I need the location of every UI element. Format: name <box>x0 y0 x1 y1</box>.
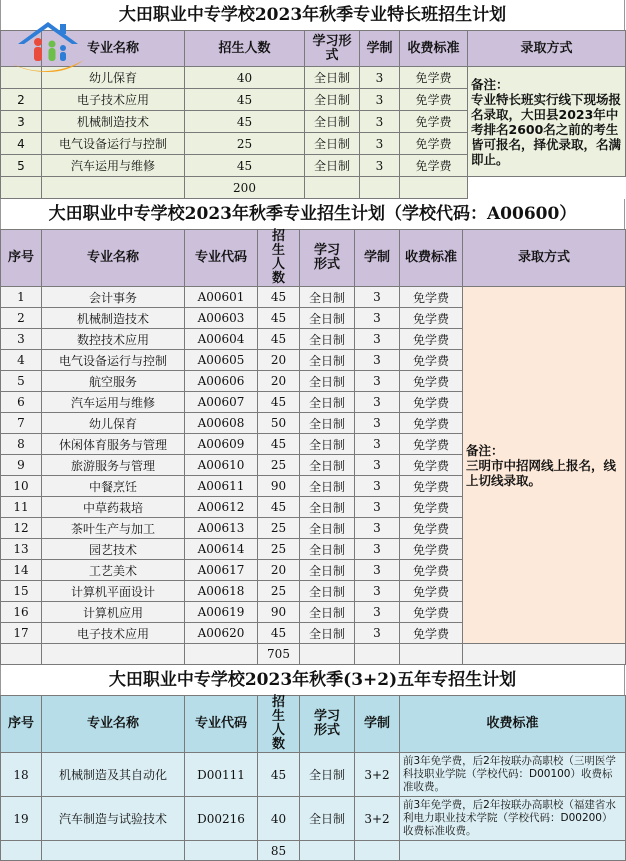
row-no: 16 <box>1 602 42 623</box>
row-count: 45 <box>185 111 305 133</box>
row-fee: 免学费 <box>400 371 463 392</box>
row-fee: 免学费 <box>400 539 463 560</box>
row-fee: 免学费 <box>400 413 463 434</box>
row-years: 3+2 <box>355 797 400 841</box>
row-form: 全日制 <box>300 753 355 797</box>
s2-header-form: 学习形式 <box>300 230 355 287</box>
row-no: 19 <box>1 797 42 841</box>
row-count: 45 <box>258 392 300 413</box>
row-fee: 免学费 <box>400 455 463 476</box>
row-no: 9 <box>1 455 42 476</box>
row-name: 计算机应用 <box>42 602 185 623</box>
row-years: 3 <box>355 434 400 455</box>
row-code: A00604 <box>185 329 258 350</box>
row-years: 3 <box>355 413 400 434</box>
row-name: 机械制造及其自动化 <box>42 753 185 797</box>
table-row <box>1 753 626 797</box>
row-count: 20 <box>258 371 300 392</box>
s3-total-no <box>1 841 42 861</box>
row-name: 电气设备运行与控制 <box>42 133 185 155</box>
row-years: 3 <box>360 155 400 177</box>
row-years: 3 <box>355 602 400 623</box>
row-fee: 免学费 <box>400 133 468 155</box>
row-fee: 前3年免学费，后2年按联办高职校（福建省水利电力职业技术学院（学校代码：D00200）收费标准收费。 <box>400 797 626 841</box>
s3-header-no: 序号 <box>1 696 42 753</box>
row-no: 10 <box>1 476 42 497</box>
row-no: 13 <box>1 539 42 560</box>
row-name: 电气设备运行与控制 <box>42 350 185 371</box>
row-fee: 免学费 <box>400 560 463 581</box>
row-no: 15 <box>1 581 42 602</box>
row-form: 全日制 <box>300 497 355 518</box>
row-no: 5 <box>1 371 42 392</box>
section3-table <box>0 695 626 861</box>
logo-person-2-body <box>49 48 56 61</box>
s2-total-admission <box>463 644 626 665</box>
s1-total-count: 200 <box>185 177 305 199</box>
row-code: A00620 <box>185 623 258 644</box>
row-code: A00619 <box>185 602 258 623</box>
row-code: A00614 <box>185 539 258 560</box>
logo-person-1-body <box>34 47 42 61</box>
row-no: 14 <box>1 560 42 581</box>
s2-header-years: 学制 <box>355 230 400 287</box>
s3-total-form <box>300 841 355 861</box>
row-name: 机械制造技术 <box>42 308 185 329</box>
row-count: 20 <box>258 560 300 581</box>
row-code: D00216 <box>185 797 258 841</box>
s3-total-years <box>355 841 400 861</box>
s3-header-count: 招生人数 <box>258 696 300 753</box>
row-count: 45 <box>185 155 305 177</box>
row-name: 数控技术应用 <box>42 329 185 350</box>
s2-total-no <box>1 644 42 665</box>
row-count: 40 <box>258 797 300 841</box>
row-years: 3 <box>355 287 400 308</box>
s1-total-years <box>360 177 400 199</box>
row-code: A00607 <box>185 392 258 413</box>
row-form: 全日制 <box>300 518 355 539</box>
row-fee: 免学费 <box>400 155 468 177</box>
row-no: 7 <box>1 413 42 434</box>
row-no: 17 <box>1 623 42 644</box>
row-no: 18 <box>1 753 42 797</box>
row-no: 12 <box>1 518 42 539</box>
row-fee: 免学费 <box>400 518 463 539</box>
s2-total-name <box>42 644 185 665</box>
s2-header-code: 专业代码 <box>185 230 258 287</box>
row-count: 25 <box>185 133 305 155</box>
row-count: 25 <box>258 539 300 560</box>
s2-header-admission: 录取方式 <box>463 230 626 287</box>
row-count: 40 <box>185 67 305 89</box>
s2-total-form <box>300 644 355 665</box>
s3-total-fee <box>400 841 626 861</box>
row-fee: 免学费 <box>400 329 463 350</box>
house-family-logo-icon <box>8 14 88 80</box>
section2-title: 大田职业中专学校2023年秋季专业招生计划（学校代码：A00600） <box>0 199 625 229</box>
row-years: 3 <box>355 518 400 539</box>
row-form: 全日制 <box>305 155 360 177</box>
s3-header-name: 专业名称 <box>42 696 185 753</box>
row-no: 2 <box>1 308 42 329</box>
row-no: 4 <box>1 350 42 371</box>
row-count: 45 <box>185 89 305 111</box>
row-code: A00612 <box>185 497 258 518</box>
row-form: 全日制 <box>300 602 355 623</box>
row-no: 5 <box>1 155 42 177</box>
row-name: 幼儿保育 <box>42 413 185 434</box>
s3-header-form: 学习形式 <box>300 696 355 753</box>
row-form: 全日制 <box>300 308 355 329</box>
logo-person-3-head <box>60 45 66 51</box>
row-years: 3 <box>355 392 400 413</box>
row-years: 3 <box>360 133 400 155</box>
row-count: 45 <box>258 753 300 797</box>
row-form: 全日制 <box>300 539 355 560</box>
row-years: 3 <box>355 539 400 560</box>
row-form: 全日制 <box>305 133 360 155</box>
s1-header-fee: 收费标准 <box>400 31 468 67</box>
row-fee: 免学费 <box>400 581 463 602</box>
table-row <box>1 287 626 308</box>
s3-total-count: 85 <box>258 841 300 861</box>
s3-total-code <box>185 841 258 861</box>
row-count: 45 <box>258 497 300 518</box>
row-name: 中餐烹饪 <box>42 476 185 497</box>
row-code: A00608 <box>185 413 258 434</box>
row-count: 45 <box>258 329 300 350</box>
logo-swoosh <box>12 60 84 72</box>
row-name: 电子技术应用 <box>42 89 185 111</box>
admission-note: 备注： 专业特长班实行线下现场报名录取，大田县2023年中考排名2600名之前的考生皆可报名，择优录取，名满即止。 <box>468 67 626 177</box>
section3-title: 大田职业中专学校2023年秋季(3+2)五年专招生计划 <box>0 665 625 695</box>
section1-title: 大田职业中专学校2023年秋季专业特长班招生计划 <box>0 0 625 30</box>
s2-total-fee <box>400 644 463 665</box>
row-years: 3 <box>360 111 400 133</box>
row-code: A00610 <box>185 455 258 476</box>
s1-header-count: 招生人数 <box>185 31 305 67</box>
row-name: 旅游服务与管理 <box>42 455 185 476</box>
section2-table <box>0 229 626 665</box>
row-form: 全日制 <box>300 371 355 392</box>
row-form: 全日制 <box>300 413 355 434</box>
row-years: 3 <box>355 476 400 497</box>
row-no: 1 <box>1 287 42 308</box>
row-name: 电子技术应用 <box>42 623 185 644</box>
row-fee: 前3年免学费，后2年按联办高职校（三明医学科技职业学院（学校代码：D00100）收费标准收费。 <box>400 753 626 797</box>
row-fee: 免学费 <box>400 89 468 111</box>
s1-total-name <box>42 177 185 199</box>
row-years: 3 <box>355 350 400 371</box>
row-no: 8 <box>1 434 42 455</box>
row-count: 25 <box>258 518 300 539</box>
row-fee: 免学费 <box>400 602 463 623</box>
row-fee: 免学费 <box>400 623 463 644</box>
row-code: A00618 <box>185 581 258 602</box>
row-fee: 免学费 <box>400 350 463 371</box>
s3-total-name <box>42 841 185 861</box>
row-fee: 免学费 <box>400 67 468 89</box>
row-name: 园艺技术 <box>42 539 185 560</box>
row-form: 全日制 <box>305 111 360 133</box>
row-form: 全日制 <box>300 434 355 455</box>
row-count: 25 <box>258 455 300 476</box>
row-no: 3 <box>1 329 42 350</box>
row-form: 全日制 <box>300 392 355 413</box>
row-code: A00609 <box>185 434 258 455</box>
row-count: 90 <box>258 476 300 497</box>
s1-header-admission: 录取方式 <box>468 31 626 67</box>
row-code: A00613 <box>185 518 258 539</box>
row-years: 3 <box>355 581 400 602</box>
row-years: 3 <box>355 560 400 581</box>
row-fee: 免学费 <box>400 287 463 308</box>
row-count: 90 <box>258 602 300 623</box>
row-years: 3 <box>355 371 400 392</box>
logo-person-1-head <box>34 38 42 46</box>
s2-header-fee: 收费标准 <box>400 230 463 287</box>
table-row <box>1 67 626 89</box>
row-count: 45 <box>258 623 300 644</box>
row-code: A00617 <box>185 560 258 581</box>
row-years: 3+2 <box>355 753 400 797</box>
row-years: 3 <box>355 623 400 644</box>
admission-note: 备注： 三明市中招网线上报名，线上切线录取。 <box>463 287 626 644</box>
s1-total-fee <box>400 177 468 199</box>
row-name: 机械制造技术 <box>42 111 185 133</box>
row-code: D00111 <box>185 753 258 797</box>
s1-total-no <box>1 177 42 199</box>
row-code: A00605 <box>185 350 258 371</box>
row-fee: 免学费 <box>400 476 463 497</box>
row-years: 3 <box>360 89 400 111</box>
row-fee: 免学费 <box>400 392 463 413</box>
row-count: 25 <box>258 581 300 602</box>
row-name: 茶叶生产与加工 <box>42 518 185 539</box>
s1-total-form <box>305 177 360 199</box>
row-name: 幼儿保育 <box>42 67 185 89</box>
row-count: 45 <box>258 287 300 308</box>
row-code: A00611 <box>185 476 258 497</box>
logo-person-2-head <box>49 41 56 48</box>
row-fee: 免学费 <box>400 497 463 518</box>
row-code: A00606 <box>185 371 258 392</box>
row-years: 3 <box>355 455 400 476</box>
row-name: 航空服务 <box>42 371 185 392</box>
s3-header-years: 学制 <box>355 696 400 753</box>
row-code: A00603 <box>185 308 258 329</box>
s2-total-code <box>185 644 258 665</box>
row-form: 全日制 <box>300 581 355 602</box>
row-fee: 免学费 <box>400 111 468 133</box>
s1-header-years: 学制 <box>360 31 400 67</box>
row-count: 20 <box>258 350 300 371</box>
row-years: 3 <box>355 308 400 329</box>
s2-header-count: 招生人数 <box>258 230 300 287</box>
row-no: 2 <box>1 89 42 111</box>
row-code: A00601 <box>185 287 258 308</box>
row-name: 计算机平面设计 <box>42 581 185 602</box>
row-name: 汽车运用与维修 <box>42 155 185 177</box>
row-no: 3 <box>1 111 42 133</box>
s3-header-fee: 收费标准 <box>400 696 626 753</box>
row-name: 中草药栽培 <box>42 497 185 518</box>
row-years: 3 <box>355 497 400 518</box>
row-name: 休闲体育服务与管理 <box>42 434 185 455</box>
row-form: 全日制 <box>300 476 355 497</box>
s2-total-years <box>355 644 400 665</box>
row-form: 全日制 <box>305 67 360 89</box>
s1-header-name: 专业名称 <box>42 31 185 67</box>
logo-svg <box>8 14 88 80</box>
row-form: 全日制 <box>300 797 355 841</box>
row-form: 全日制 <box>300 287 355 308</box>
row-years: 3 <box>360 67 400 89</box>
s2-total-count: 705 <box>258 644 300 665</box>
row-name: 汽车制造与试验技术 <box>42 797 185 841</box>
row-no: 11 <box>1 497 42 518</box>
row-name: 工艺美术 <box>42 560 185 581</box>
row-form: 全日制 <box>300 329 355 350</box>
row-form: 全日制 <box>300 560 355 581</box>
row-fee: 免学费 <box>400 434 463 455</box>
s2-header-no: 序号 <box>1 230 42 287</box>
row-count: 50 <box>258 413 300 434</box>
s2-header-name: 专业名称 <box>42 230 185 287</box>
s3-header-code: 专业代码 <box>185 696 258 753</box>
logo-person-3-body <box>60 52 66 61</box>
table-row <box>1 797 626 841</box>
row-fee: 免学费 <box>400 308 463 329</box>
row-form: 全日制 <box>300 350 355 371</box>
row-no: 6 <box>1 392 42 413</box>
row-name: 会计事务 <box>42 287 185 308</box>
row-form: 全日制 <box>300 623 355 644</box>
s1-header-form: 学习形式 <box>305 31 360 67</box>
row-no: 4 <box>1 133 42 155</box>
row-name: 汽车运用与维修 <box>42 392 185 413</box>
logo-chimney <box>60 24 66 34</box>
row-form: 全日制 <box>305 89 360 111</box>
row-count: 45 <box>258 308 300 329</box>
row-form: 全日制 <box>300 455 355 476</box>
logo-roof <box>18 22 78 44</box>
row-years: 3 <box>355 329 400 350</box>
section1-table <box>0 30 626 199</box>
row-count: 45 <box>258 434 300 455</box>
